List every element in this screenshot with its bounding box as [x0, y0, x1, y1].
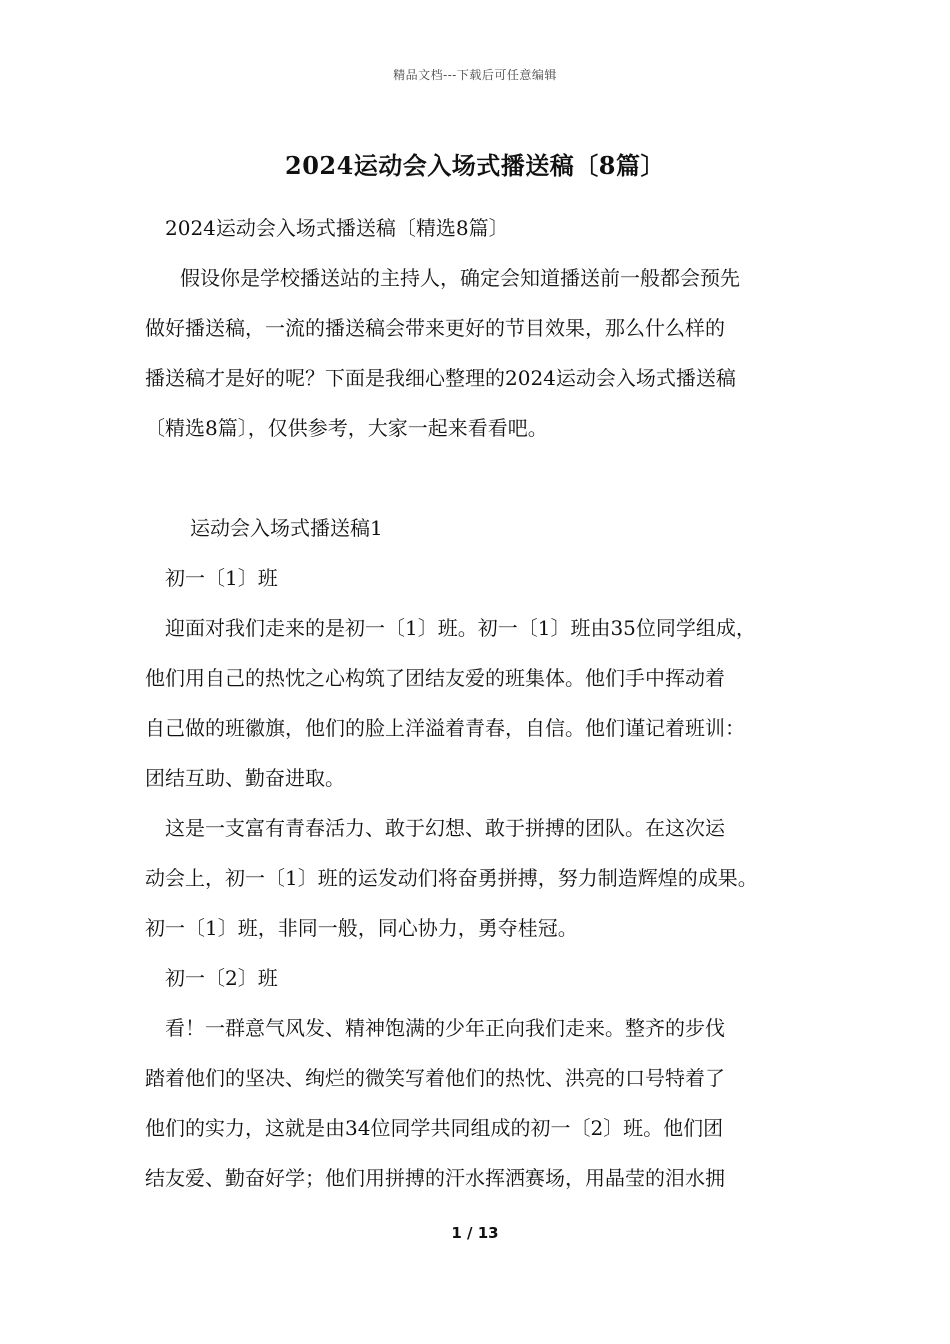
document-title: 2024运动会入场式播送稿〔8篇〕 [285, 151, 665, 180]
class2-heading: 初一〔2〕班 [165, 966, 278, 990]
class1-para1-line: 迎面对我们走来的是初一〔1〕班。初一〔1〕班由35位同学组成， [165, 616, 756, 640]
class2-para1-line: 他们的实力，这就是由34位同学共同组成的初一〔2〕班。他们团 [145, 1116, 724, 1140]
class1-para2-line: 动会上，初一〔1〕班的运发动们将奋勇拼搏，努力制造辉煌的成果。 [145, 866, 758, 890]
class1-heading: 初一〔1〕班 [165, 566, 278, 590]
class2-para1-line: 踏着他们的坚决、绚烂的微笑写着他们的热忱、洪亮的口号特着了 [145, 1066, 725, 1090]
header-note: 精品文档---下载后可任意编辑 [393, 68, 557, 82]
section-heading: 运动会入场式播送稿1 [190, 516, 383, 540]
class1-para2-line: 初一〔1〕班，非同一般，同心协力，勇夺桂冠。 [145, 916, 578, 940]
page-number: 1 / 13 [451, 1224, 499, 1242]
class1-para1-line: 自己做的班徽旗，他们的脸上洋溢着青春，自信。他们谨记着班训： [145, 716, 745, 740]
class1-para2-line: 这是一支富有青春活力、敢于幻想、敢于拼搏的团队。在这次运 [165, 816, 725, 840]
document-body [145, 203, 825, 1203]
intro-line: 〔精选8篇〕，仅供参考，大家一起来看看吧。 [145, 416, 548, 440]
class2-para1-line: 看！一群意气风发、精神饱满的少年正向我们走来。整齐的步伐 [165, 1016, 725, 1040]
subtitle: 2024运动会入场式播送稿〔精选8篇〕 [165, 216, 509, 240]
class2-para1-line: 结友爱、勤奋好学；他们用拼搏的汗水挥洒赛场，用晶莹的泪水拥 [145, 1166, 725, 1190]
intro-line: 假设你是学校播送站的主持人，确定会知道播送前一般都会预先 [180, 266, 740, 290]
class1-para1-line: 他们用自己的热忱之心构筑了团结友爱的班集体。他们手中挥动着 [145, 666, 725, 690]
paragraph-spacer [145, 453, 825, 503]
intro-line: 播送稿才是好的呢？下面是我细心整理的2024运动会入场式播送稿 [145, 366, 736, 390]
intro-line: 做好播送稿，一流的播送稿会带来更好的节目效果，那么什么样的 [145, 316, 725, 340]
class1-para1-line: 团结互助、勤奋进取。 [145, 766, 345, 790]
